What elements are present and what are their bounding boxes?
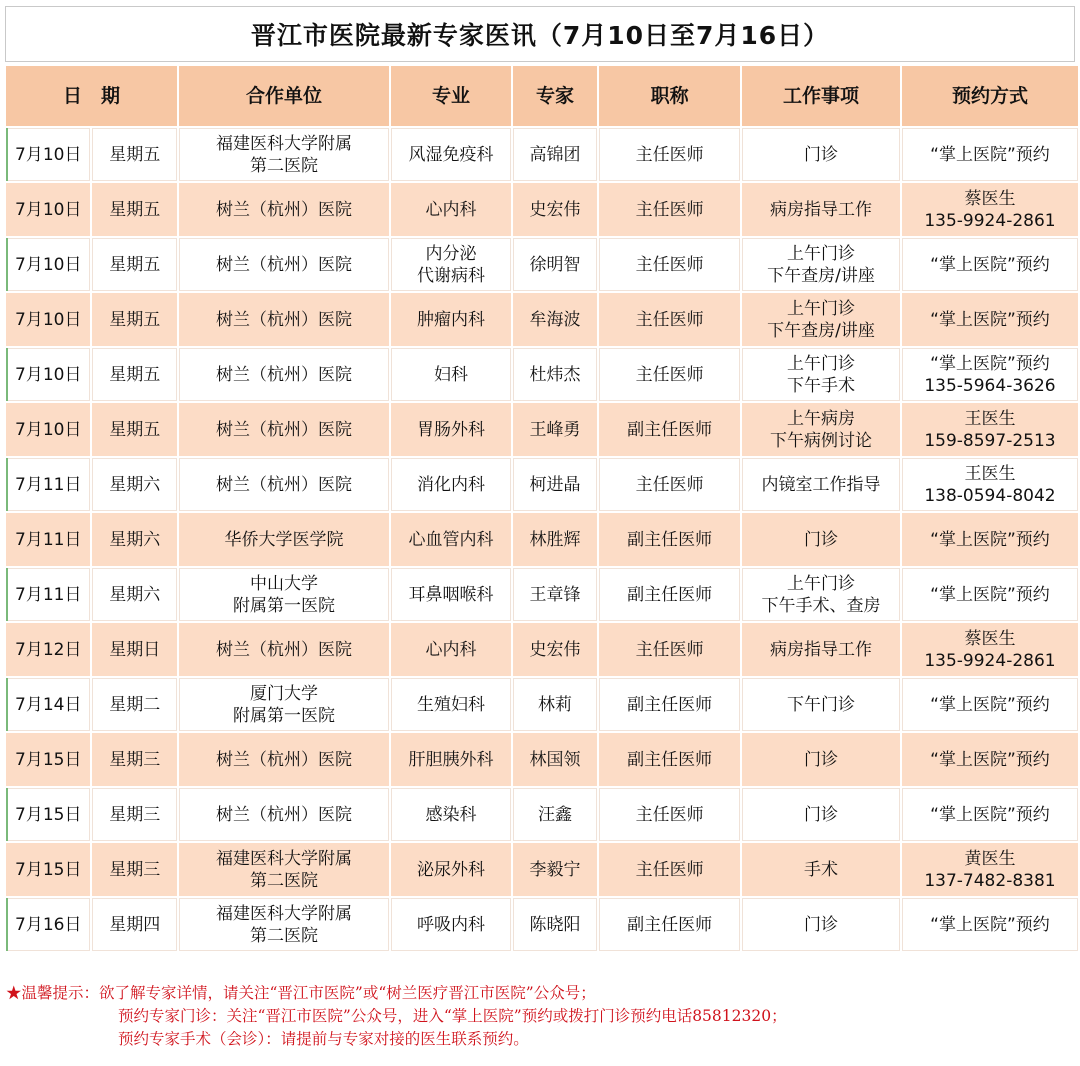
cell-unit — [179, 293, 389, 346]
cell-booking-line: “掌上医院”预约 — [930, 353, 1050, 374]
cell-date: 7月15日 — [6, 733, 90, 786]
cell-booking — [902, 183, 1078, 236]
cell-specialty — [391, 293, 511, 346]
cell-booking-line: “掌上医院”预约 — [930, 309, 1050, 330]
cell-work — [742, 898, 900, 951]
cell-specialty — [391, 733, 511, 786]
table-header-row — [6, 66, 1078, 126]
cell-rank: 副主任医师 — [599, 733, 740, 786]
cell-work-line: 下午查房/讲座 — [767, 265, 875, 286]
cell-unit — [179, 623, 389, 676]
cell-specialty — [391, 128, 511, 181]
cell-work — [742, 568, 900, 621]
cell-specialty — [391, 403, 511, 456]
cell-rank: 副主任医师 — [599, 403, 740, 456]
cell-unit-line: 第二医院 — [250, 870, 319, 891]
cell-unit — [179, 403, 389, 456]
cell-work — [742, 843, 900, 896]
cell-unit — [179, 898, 389, 951]
cell-unit-line: 福建医科大学附属 — [216, 903, 353, 924]
cell-specialty-line: 风湿免疫科 — [408, 144, 494, 165]
cell-booking-line: “掌上医院”预约 — [930, 254, 1050, 275]
cell-work — [742, 238, 900, 291]
cell-specialty-line: 代谢病科 — [416, 265, 485, 286]
cell-booking — [902, 843, 1078, 896]
cell-specialty-line: 消化内科 — [416, 474, 485, 495]
cell-work-line: 下午门诊 — [787, 694, 855, 715]
cell-booking — [902, 348, 1078, 401]
cell-weekday: 星期五 — [92, 238, 176, 291]
cell-unit-line: 树兰（杭州）医院 — [216, 199, 353, 220]
tip-line-2: 预约专家门诊：关注“晋江市医院”公众号，进入“掌上医院”预约或拨打门诊预约电话85812320； — [118, 1007, 787, 1025]
cell-unit-line: 树兰（杭州）医院 — [216, 639, 353, 660]
cell-specialty — [391, 623, 511, 676]
cell-rank: 副主任医师 — [599, 513, 740, 566]
cell-unit-line: 树兰（杭州）医院 — [216, 419, 353, 440]
cell-weekday: 星期六 — [92, 568, 176, 621]
cell-rank: 副主任医师 — [599, 678, 740, 731]
cell-specialty — [391, 843, 511, 896]
cell-work-line: 下午手术、查房 — [761, 595, 881, 616]
cell-weekday: 星期五 — [92, 403, 176, 456]
cell-work-line: 内镜室工作指导 — [761, 474, 881, 495]
cell-weekday: 星期五 — [92, 183, 176, 236]
cell-work-line: 上午门诊 — [787, 243, 855, 264]
cell-specialty-line: 心内科 — [425, 199, 477, 220]
cell-work — [742, 183, 900, 236]
cell-unit-line: 树兰（杭州）医院 — [216, 254, 353, 275]
cell-date: 7月11日 — [6, 568, 90, 621]
cell-specialty-line: 肿瘤内科 — [416, 309, 485, 330]
cell-work-line: 手术 — [804, 859, 838, 880]
cell-specialty-line: 呼吸内科 — [416, 914, 485, 935]
cell-unit — [179, 733, 389, 786]
cell-unit — [179, 788, 389, 841]
cell-booking — [902, 403, 1078, 456]
cell-unit — [179, 678, 389, 731]
table-row — [6, 623, 1078, 676]
cell-weekday: 星期日 — [92, 623, 176, 676]
cell-work — [742, 128, 900, 181]
cell-unit-line: 福建医科大学附属 — [216, 848, 353, 869]
table-row — [6, 128, 1078, 181]
cell-weekday: 星期六 — [92, 458, 176, 511]
cell-unit — [179, 183, 389, 236]
table-row — [6, 293, 1078, 346]
cell-work-line: 上午门诊 — [787, 353, 855, 374]
cell-date: 7月14日 — [6, 678, 90, 731]
cell-expert: 林国领 — [513, 733, 597, 786]
cell-booking — [902, 898, 1078, 951]
cell-specialty — [391, 183, 511, 236]
cell-specialty-line: 泌尿外科 — [416, 859, 485, 880]
cell-specialty — [391, 513, 511, 566]
cell-booking — [902, 513, 1078, 566]
cell-unit-line: 树兰（杭州）医院 — [216, 474, 353, 495]
cell-work-line: 上午病房 — [787, 408, 855, 429]
cell-expert: 柯进晶 — [513, 458, 597, 511]
cell-rank: 主任医师 — [599, 458, 740, 511]
table-row — [6, 513, 1078, 566]
cell-work — [742, 788, 900, 841]
cell-work — [742, 623, 900, 676]
table-row — [6, 348, 1078, 401]
cell-specialty-line: 内分泌 — [425, 243, 477, 264]
cell-rank: 主任医师 — [599, 183, 740, 236]
cell-unit — [179, 568, 389, 621]
cell-booking-line: “掌上医院”预约 — [930, 914, 1050, 935]
cell-work — [742, 348, 900, 401]
cell-weekday: 星期二 — [92, 678, 176, 731]
cell-unit-line: 中山大学 — [250, 573, 319, 594]
cell-work-line: 门诊 — [804, 749, 838, 770]
cell-specialty-line: 感染科 — [425, 804, 477, 825]
cell-specialty-line: 胃肠外科 — [416, 419, 485, 440]
cell-unit-line: 树兰（杭州）医院 — [216, 804, 353, 825]
cell-booking — [902, 293, 1078, 346]
cell-booking — [902, 678, 1078, 731]
cell-date: 7月11日 — [6, 513, 90, 566]
cell-unit-line: 附属第一医院 — [233, 705, 336, 726]
cell-unit — [179, 458, 389, 511]
cell-unit — [179, 843, 389, 896]
cell-unit-line: 附属第一医院 — [233, 595, 336, 616]
table-row — [6, 568, 1078, 621]
cell-unit — [179, 238, 389, 291]
cell-booking-line: “掌上医院”预约 — [930, 584, 1050, 605]
cell-weekday: 星期五 — [92, 293, 176, 346]
cell-expert: 汪鑫 — [513, 788, 597, 841]
cell-unit-line: 树兰（杭州）医院 — [216, 749, 353, 770]
cell-date: 7月15日 — [6, 843, 90, 896]
cell-expert: 林莉 — [513, 678, 597, 731]
cell-work-line: 门诊 — [804, 529, 838, 550]
cell-date: 7月16日 — [6, 898, 90, 951]
cell-booking-line: 黄医生 — [964, 848, 1016, 869]
cell-specialty — [391, 238, 511, 291]
cell-rank: 副主任医师 — [599, 898, 740, 951]
header-expert: 专家 — [513, 66, 597, 126]
cell-work-line: 下午手术 — [787, 375, 855, 396]
cell-expert: 王章锋 — [513, 568, 597, 621]
cell-expert: 史宏伟 — [513, 183, 597, 236]
cell-booking-line: 王医生 — [964, 463, 1016, 484]
cell-expert: 高锦团 — [513, 128, 597, 181]
cell-expert: 李毅宁 — [513, 843, 597, 896]
cell-specialty-line: 肝胆胰外科 — [408, 749, 494, 770]
cell-booking-line: 蔡医生 — [964, 628, 1016, 649]
header-booking: 预约方式 — [902, 66, 1078, 126]
table-body — [6, 128, 1078, 951]
cell-specialty — [391, 568, 511, 621]
cell-work-line: 门诊 — [804, 144, 838, 165]
table-row — [6, 403, 1078, 456]
cell-specialty-line: 生殖妇科 — [416, 694, 485, 715]
cell-unit-line: 树兰（杭州）医院 — [216, 309, 353, 330]
cell-booking — [902, 788, 1078, 841]
cell-unit-line: 华侨大学医学院 — [224, 529, 344, 550]
cell-booking-line: “掌上医院”预约 — [930, 529, 1050, 550]
table-row — [6, 238, 1078, 291]
cell-booking — [902, 238, 1078, 291]
expert-schedule-table — [4, 64, 1080, 953]
cell-work-line: 病房指导工作 — [770, 639, 872, 660]
table-row — [6, 678, 1078, 731]
tip-line-3: 预约专家手术（会诊）：请提前与专家对接的医生联系预约。 — [118, 1030, 529, 1048]
cell-specialty-line: 妇科 — [433, 364, 468, 385]
cell-expert: 史宏伟 — [513, 623, 597, 676]
cell-rank: 主任医师 — [599, 348, 740, 401]
cell-date: 7月15日 — [6, 788, 90, 841]
cell-booking-line: 蔡医生 — [964, 188, 1016, 209]
cell-unit — [179, 128, 389, 181]
tips-notes — [6, 982, 1074, 1051]
cell-booking-line: 135-5964-3626 — [924, 375, 1056, 396]
cell-rank: 副主任医师 — [599, 568, 740, 621]
cell-date: 7月12日 — [6, 623, 90, 676]
cell-booking-line: “掌上医院”预约 — [930, 144, 1050, 165]
cell-booking — [902, 458, 1078, 511]
cell-unit-line: 福建医科大学附属 — [216, 133, 353, 154]
cell-booking-line: 王医生 — [964, 408, 1016, 429]
cell-expert: 林胜辉 — [513, 513, 597, 566]
cell-weekday: 星期五 — [92, 128, 176, 181]
cell-specialty — [391, 348, 511, 401]
cell-expert: 牟海波 — [513, 293, 597, 346]
cell-booking-line: 137-7482-8381 — [924, 870, 1056, 891]
cell-date: 7月10日 — [6, 238, 90, 291]
cell-work-line: 病房指导工作 — [770, 199, 872, 220]
cell-unit — [179, 348, 389, 401]
cell-date: 7月10日 — [6, 348, 90, 401]
cell-specialty-line: 心内科 — [425, 639, 477, 660]
table-row — [6, 898, 1078, 951]
cell-work-line: 上午门诊 — [787, 573, 855, 594]
cell-rank: 主任医师 — [599, 843, 740, 896]
cell-work — [742, 458, 900, 511]
cell-weekday: 星期三 — [92, 788, 176, 841]
cell-work-line: 下午查房/讲座 — [767, 320, 875, 341]
tip-line-1: ★温馨提示：欲了解专家详情，请关注“晋江市医院”或“树兰医疗晋江市医院”公众号； — [6, 984, 596, 1002]
cell-booking — [902, 733, 1078, 786]
header-rank: 职称 — [599, 66, 740, 126]
header-specialty: 专业 — [391, 66, 511, 126]
cell-booking-line: 159-8597-2513 — [924, 430, 1056, 451]
cell-work-line: 下午病例讨论 — [770, 430, 872, 451]
cell-weekday: 星期四 — [92, 898, 176, 951]
cell-date: 7月10日 — [6, 128, 90, 181]
table-row — [6, 788, 1078, 841]
cell-weekday: 星期三 — [92, 733, 176, 786]
cell-booking-line: “掌上医院”预约 — [930, 694, 1050, 715]
cell-work-line: 上午门诊 — [787, 298, 855, 319]
cell-work-line: 门诊 — [804, 914, 838, 935]
cell-date: 7月10日 — [6, 293, 90, 346]
cell-specialty-line: 耳鼻咽喉科 — [408, 584, 494, 605]
cell-weekday: 星期三 — [92, 843, 176, 896]
header-unit: 合作单位 — [179, 66, 389, 126]
cell-unit-line: 树兰（杭州）医院 — [216, 364, 353, 385]
page-title: 晋江市医院最新专家医讯（7月10日至7月16日） — [5, 6, 1075, 62]
cell-booking-line: “掌上医院”预约 — [930, 749, 1050, 770]
table-row — [6, 843, 1078, 896]
cell-work — [742, 293, 900, 346]
cell-expert: 陈晓阳 — [513, 898, 597, 951]
cell-unit — [179, 513, 389, 566]
cell-expert: 杜炜杰 — [513, 348, 597, 401]
cell-rank: 主任医师 — [599, 788, 740, 841]
cell-date: 7月10日 — [6, 403, 90, 456]
cell-weekday: 星期六 — [92, 513, 176, 566]
cell-expert: 徐明智 — [513, 238, 597, 291]
table-row — [6, 458, 1078, 511]
cell-rank: 主任医师 — [599, 623, 740, 676]
cell-expert: 王峰勇 — [513, 403, 597, 456]
cell-booking-line: 135-9924-2861 — [924, 650, 1056, 671]
table-row — [6, 733, 1078, 786]
cell-booking-line: 138-0594-8042 — [924, 485, 1056, 506]
cell-unit-line: 厦门大学 — [250, 683, 319, 704]
cell-rank: 主任医师 — [599, 293, 740, 346]
cell-work — [742, 513, 900, 566]
header-work: 工作事项 — [742, 66, 900, 126]
table-row — [6, 183, 1078, 236]
cell-booking — [902, 568, 1078, 621]
cell-date: 7月10日 — [6, 183, 90, 236]
cell-weekday: 星期五 — [92, 348, 176, 401]
cell-work — [742, 733, 900, 786]
cell-rank: 主任医师 — [599, 128, 740, 181]
cell-work — [742, 678, 900, 731]
cell-specialty — [391, 458, 511, 511]
cell-specialty-line: 心血管内科 — [408, 529, 494, 550]
cell-specialty — [391, 788, 511, 841]
cell-booking-line: 135-9924-2861 — [924, 210, 1056, 231]
cell-rank: 主任医师 — [599, 238, 740, 291]
cell-booking — [902, 623, 1078, 676]
cell-date: 7月11日 — [6, 458, 90, 511]
cell-booking-line: “掌上医院”预约 — [930, 804, 1050, 825]
cell-booking — [902, 128, 1078, 181]
cell-unit-line: 第二医院 — [250, 925, 319, 946]
cell-work — [742, 403, 900, 456]
cell-specialty — [391, 898, 511, 951]
cell-work-line: 门诊 — [804, 804, 838, 825]
header-date: 日 期 — [6, 66, 177, 126]
cell-specialty — [391, 678, 511, 731]
cell-unit-line: 第二医院 — [250, 155, 319, 176]
